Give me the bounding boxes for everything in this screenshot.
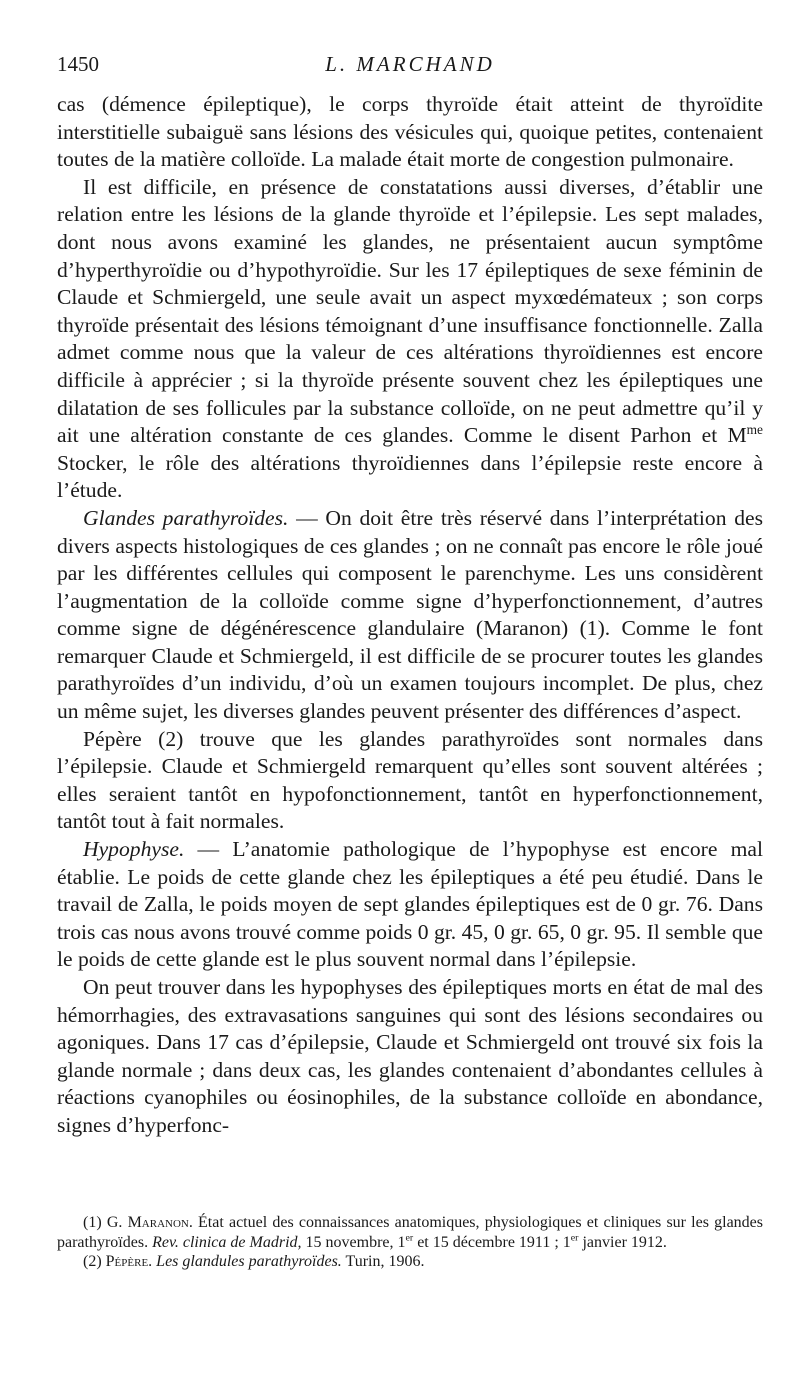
footnote-journal: Rev. clinica de Madrid, xyxy=(152,1233,302,1251)
paragraph: cas (démence épileptique), le corps thyroïde était atteint de thyroïdite interstitielle subaiguë sans lésions des vésicules qui, quoique petites, contenaient toutes de la matière colloïde. La malade était morte de congestion pulmonaire. xyxy=(57,92,763,172)
footnote-sup: er xyxy=(570,1232,579,1244)
footnote-number: (1) xyxy=(83,1214,102,1231)
body-text xyxy=(57,91,763,1140)
paragraph xyxy=(57,836,763,974)
paragraph xyxy=(57,505,763,726)
paragraph xyxy=(57,174,763,505)
footnote-number: (2) xyxy=(83,1253,102,1270)
page-header xyxy=(57,52,763,82)
footnote-date: janvier 1912. xyxy=(578,1233,667,1251)
footnote-sup: er xyxy=(405,1232,414,1244)
footnote-text: État actuel des connaissances anatomiques, physiologiques et cliniques sur les glandes parathyroïdes. xyxy=(57,1214,763,1251)
footnotes xyxy=(57,1213,763,1272)
paragraph-text: — On doit être très réservé dans l’interprétation des divers aspects histologiques de ces glandes ; on ne connaît pas encore le rôle joué par les différentes cellules qui composent le parenchyme. Les uns considèrent l’augmentation de la colloïde comme signe d’hyperfonctionnement, d’autres comme signe de dégénérescence glandulaire (Maranon) (1). Comme le font remarquer Claude et Schmiergeld, il est difficile de se procurer toutes les glandes parathyroïdes d’un individu, d’où un examen toujours incomplet. De plus, chez un même sujet, les diverses glandes peuvent présenter des différences d’aspect. xyxy=(57,505,763,724)
title-abbrev-sup: me xyxy=(746,421,763,437)
footnote-text: Turin, 1906. xyxy=(341,1253,425,1270)
footnote-author: Pépère. xyxy=(105,1253,153,1270)
footnote-title: Les glandules parathyroïdes. xyxy=(156,1253,342,1270)
paragraph-text: — L’anatomie pathologique de l’hypophyse est encore mal établie. Le poids de cette glande chez les épileptiques a été peu étudié. Dans le travail de Zalla, le poids moyen de sept glandes épileptiques est de 0 gr. 76. Dans trois cas nous avons trouvé comme poids 0 gr. 45, 0 gr. 65, 0 gr. 95. Il semble que le poids de cette glande est le plus souvent normal dans l’épilepsie. xyxy=(57,837,763,972)
footnote-author: G. Maranon. xyxy=(106,1214,193,1231)
title-abbrev: M xyxy=(727,423,747,448)
footnote-date: 15 novembre, 1 xyxy=(301,1233,406,1251)
footnote-1 xyxy=(57,1213,763,1252)
paragraph-text: Stocker, le rôle des altérations thyroïdiennes dans l’épilepsie reste encore à l’étude. xyxy=(57,450,763,503)
section-heading-parathyroides: Glandes parathyroïdes. xyxy=(83,505,289,530)
paragraph: On peut trouver dans les hypophyses des épileptiques morts en état de mal des hémorrhagies, des extravasations sanguines qui sont des lésions secondaires ou agoniques. Dans 17 cas d’épilepsie, Claude et Schmiergeld ont trouvé six fois la glande normale ; dans deux cas, les glandes contenaient d’abondantes cellules à réactions cyanophiles ou éosinophiles, de la substance colloïde en abondance, signes d’hyperfonc- xyxy=(57,975,763,1137)
running-title: L. MARCHAND xyxy=(325,52,495,76)
footnote-date: et 15 décembre 1911 ; 1 xyxy=(413,1233,571,1251)
paragraph: Pépère (2) trouve que les glandes parathyroïdes sont normales dans l’épilepsie. Claude et Schmiergeld remarquent qu’elles sont souvent altérées ; elles seraient tantôt en hypofonctionnement, tantôt en hyperfonctionnement, tantôt tout à fait normales. xyxy=(57,726,763,834)
paragraph-text: Il est difficile, en présence de constatations aussi diverses, d’établir une relation entre les lésions de la glande thyroïde et l’épilepsie. Les sept malades, dont nous avons examiné les glandes, ne présentaient aucun symptôme d’hyperthyroïdie ou d’hypothyroïdie. Sur les 17 épileptiques de sexe féminin de Claude et Schmiergeld, une seule avait un aspect myxœdémateux ; son corps thyroïde présentait des lésions témoignant d’une insuffisance fonctionnelle. Zalla admet comme nous que la valeur de ces altérations thyroïdiennes est encore difficile à apprécier ; si la thyroïde présente souvent chez les épileptiques une dilatation de ses follicules par la substance colloïde, on ne peut admettre qu’il y ait une altération constante de ces glandes. Comme le disent Parhon et xyxy=(57,174,763,448)
page-number: 1450 xyxy=(57,52,99,76)
section-heading-hypophyse: Hypophyse. xyxy=(83,837,185,862)
footnote-2 xyxy=(57,1252,763,1272)
